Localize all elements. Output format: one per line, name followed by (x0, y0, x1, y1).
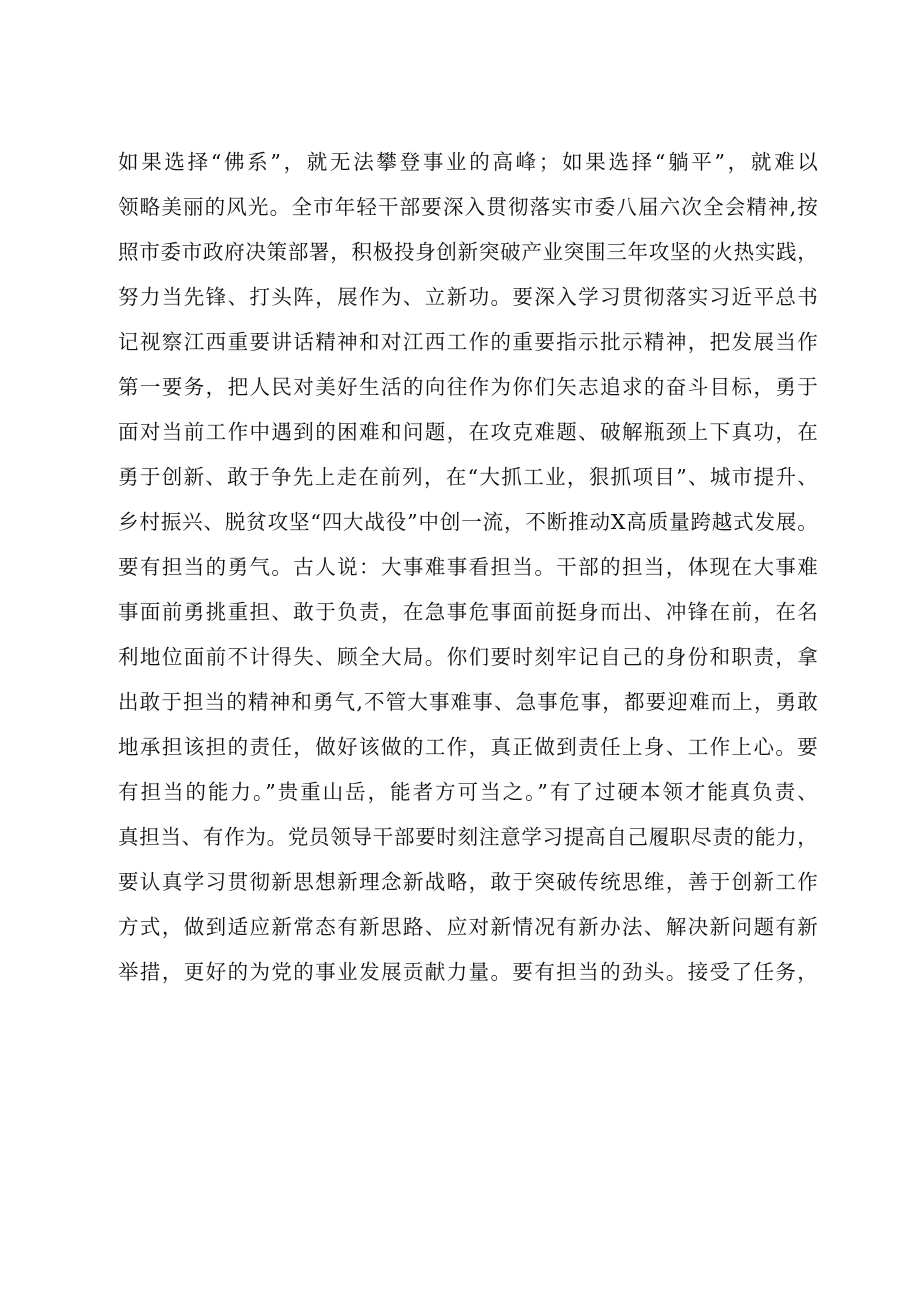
text-line: 利地位面前不计得失、顾全大局。你们要时刻牢记自己的身份和职责，拿 (118, 645, 818, 669)
text-line: 方式，做到适应新常态有新思路、应对新情况有新办法、解决新问题有新 (118, 915, 818, 939)
text-line: 面对当前工作中遇到的困难和问题，在攻克难题、破解瓶颈上下真功，在 (118, 420, 818, 444)
text-line: 第一要务，把人民对美好生活的向往作为你们矢志追求的奋斗目标，勇于 (118, 375, 818, 399)
text-line: 努力当先锋、打头阵，展作为、立新功。要深入学习贯彻落实习近平总书 (118, 285, 818, 309)
text-line: 事面前勇挑重担、敢于负责，在急事危事面前挺身而出、冲锋在前，在名 (118, 600, 818, 624)
text-line: 如果选择“佛系”，就无法攀登事业的高峰；如果选择“躺平”，就难以 (118, 150, 818, 174)
body-paragraph (118, 140, 818, 995)
text-line: 记视察江西重要讲话精神和对江西工作的重要指示批示精神，把发展当作 (118, 330, 818, 354)
text-line: 有担当的能力。”贵重山岳，能者方可当之。”有了过硬本领才能真负责、 (118, 780, 818, 804)
text-line: 地承担该担的责任，做好该做的工作，真正做到责任上身、工作上心。要 (118, 735, 818, 759)
text-line: 举措，更好的为党的事业发展贡献力量。要有担当的劲头。接受了任务， (118, 960, 818, 984)
text-line: 真担当、有作为。党员领导干部要时刻注意学习提高自己履职尽责的能力， (118, 825, 818, 849)
text-line: 乡村振兴、脱贫攻坚“四大战役”中创一流，不断推动X高质量跨越式发展。 (118, 510, 818, 534)
text-line: 照市委市政府决策部署，积极投身创新突破产业突围三年攻坚的火热实践， (118, 240, 818, 264)
text-line: 勇于创新、敢于争先上走在前列，在“大抓工业，狠抓项目”、城市提升、 (118, 465, 818, 489)
text-line: 领略美丽的风光。全市年轻干部要深入贯彻落实市委八届六次全会精神,按 (118, 195, 818, 219)
text-line: 要有担当的勇气。古人说：大事难事看担当。干部的担当，体现在大事难 (118, 555, 818, 579)
text-line: 要认真学习贯彻新思想新理念新战略，敢于突破传统思维，善于创新工作 (118, 870, 818, 894)
text-line: 出敢于担当的精神和勇气,不管大事难事、急事危事，都要迎难而上，勇敢 (118, 690, 818, 714)
